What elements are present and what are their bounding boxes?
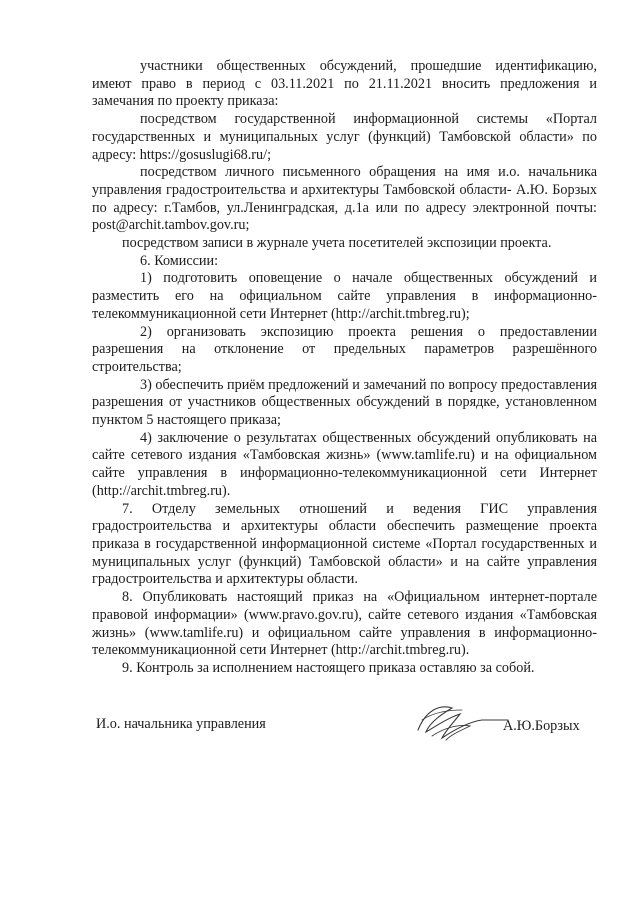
signatory-name: А.Ю.Борзых bbox=[503, 718, 580, 734]
paragraph-participants-rights: участники общественных обсуждений, прошедшие идентификацию, имеют право в период с 03.11.2021 по 21.11.2021 вносить предложения и замечания по проекту приказа: bbox=[92, 58, 597, 110]
document-body bbox=[92, 58, 597, 678]
paragraph-item-6-2: 2) организовать экспозицию проекта решения о предоставлении разрешения на отклонение от предельных параметров разрешённого строительства; bbox=[92, 323, 597, 375]
paragraph-item-9: 9. Контроль за исполнением настоящего приказа оставляю за собой. bbox=[122, 659, 535, 676]
paragraph-item-6-3: 3) обеспечить приём предложений и замечаний по вопросу предоставления разрешения от участников общественных обсуждений в порядке, установленном пунктом 5 настоящего приказа; bbox=[92, 376, 597, 429]
paragraph-journal-record: посредством записи в журнале учета посетителей экспозиции проекта. bbox=[122, 235, 552, 252]
paragraph-item-8: 8. Опубликовать настоящий приказ на «Официальном интернет-портале правовой информации» (www.pravo.gov.ru), сайте сетевого издания «Тамбовская жизнь» (www.tamlife.ru) и официальном сайте управления в информационно-телекоммуникационной сети Интернет (http://archit.tmbreg.ru). bbox=[92, 589, 597, 659]
paragraph-item-7: 7. Отделу земельных отношений и ведения ГИС управления градостроительства и архитектуры области обеспечить размещение проекта приказа в государственной информационной системе «Портал государственных и муниципальных услуг (функций) Тамбовской области» и на сайте управления градостроительства и архитектуры области. bbox=[92, 500, 597, 588]
paragraph-gosuslugi: посредством государственной информационной системы «Портал государственных и муниципальных услуг (функций) Тамбовской области» по адресу: https://gosuslugi68.ru/; bbox=[92, 111, 597, 163]
paragraph-written-appeal: посредством личного письменного обращения на имя и.о. начальника управления градостроительства и архитектуры Тамбовской области- А.Ю. Борзых по адресу: г.Тамбов, ул.Ленинградская, д.1а или по адресу электронной почты: post@archit.tambov.gov.ru; bbox=[92, 164, 597, 234]
handwritten-signature bbox=[412, 700, 512, 748]
paragraph-item-6-4: 4) заключение о результатах общественных обсуждений опубликовать на сайте сетевого издания «Тамбовская жизнь» (www.tamlife.ru) и на официальном сайте управления в информационно-телекоммуникационной сети Интернет (http://archit.tmbreg.ru). bbox=[92, 429, 597, 499]
paragraph-item-6-1: 1) подготовить оповещение о начале общественных обсуждений и разместить его на официальном сайте управления в информационно-телекоммуникационной сети Интернет (http://archit.tmbreg.ru); bbox=[92, 270, 597, 322]
signatory-title: И.о. начальника управления bbox=[96, 716, 266, 732]
signature-block bbox=[92, 708, 612, 748]
paragraph-item-6: 6. Комиссии: bbox=[140, 252, 219, 269]
